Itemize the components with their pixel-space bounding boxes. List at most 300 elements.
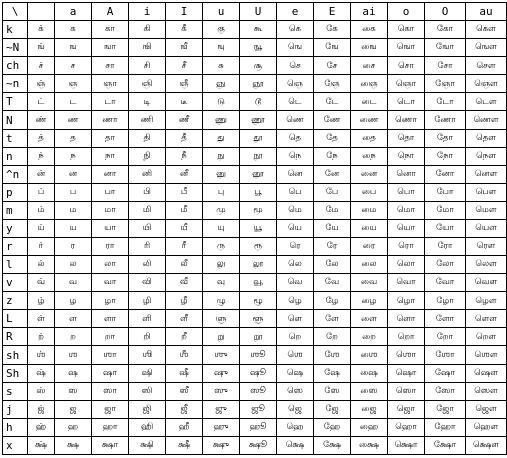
syllable-cell: வெ xyxy=(277,274,314,292)
syllable-cell: ஷு xyxy=(203,364,240,382)
syllable-cell: ஸூ xyxy=(240,382,277,400)
syllable-cell: ஶெ xyxy=(277,346,314,364)
syllable-cell: நி xyxy=(129,147,166,165)
syllable-cell: ஹெ xyxy=(277,418,314,436)
syllable-cell: று xyxy=(203,328,240,346)
header-row xyxy=(3,3,507,21)
syllable-cell: நூ xyxy=(240,147,277,165)
syllable-cell: ஹே xyxy=(314,418,351,436)
syllable-cell: ஞீ xyxy=(166,75,203,93)
corner-cell: \ xyxy=(3,3,28,21)
syllable-cell: ஷூ xyxy=(240,364,277,382)
syllable-cell: ஸா xyxy=(92,382,129,400)
table-row xyxy=(3,418,507,436)
column-header: u xyxy=(203,3,240,21)
syllable-cell: டெ xyxy=(277,93,314,111)
syllable-cell: ய xyxy=(55,219,92,237)
syllable-cell: பூ xyxy=(240,183,277,201)
syllable-cell: ஜீ xyxy=(166,400,203,418)
syllable-cell: ஷா xyxy=(92,364,129,382)
syllable-cell: யொ xyxy=(388,219,425,237)
syllable-cell: லே xyxy=(314,256,351,274)
table-row xyxy=(3,21,507,39)
syllable-cell: ஶ் xyxy=(28,346,55,364)
syllable-cell: ரௌ xyxy=(466,238,507,256)
syllable-cell: வி xyxy=(129,274,166,292)
table-row xyxy=(3,346,507,364)
syllable-cell: மொ xyxy=(388,201,425,219)
syllable-cell: டு xyxy=(203,93,240,111)
syllable-cell: ஜா xyxy=(92,400,129,418)
syllable-cell: றெ xyxy=(277,328,314,346)
syllable-cell: க்ஷ xyxy=(55,436,92,454)
syllable-cell: லூ xyxy=(240,256,277,274)
syllable-cell: ஹா xyxy=(92,418,129,436)
syllable-cell: கூ xyxy=(240,21,277,39)
syllable-cell: தௌ xyxy=(466,129,507,147)
table-row xyxy=(3,111,507,129)
table-row xyxy=(3,57,507,75)
syllable-cell: கெ xyxy=(277,21,314,39)
syllable-cell: ஷொ xyxy=(388,364,425,382)
syllable-cell: மோ xyxy=(425,201,466,219)
syllable-cell: கு xyxy=(203,21,240,39)
syllable-cell: பே xyxy=(314,183,351,201)
syllable-cell: பி xyxy=(129,183,166,201)
syllable-cell: நா xyxy=(92,147,129,165)
syllable-cell: ஹ xyxy=(55,418,92,436)
syllable-cell: வொ xyxy=(388,274,425,292)
syllable-cell: மு xyxy=(203,201,240,219)
column-header: ai xyxy=(351,3,388,21)
syllable-cell: னௌ xyxy=(466,165,507,183)
syllable-cell: ழீ xyxy=(166,292,203,310)
syllable-cell: ஶ xyxy=(55,346,92,364)
syllable-cell: ங் xyxy=(28,39,55,57)
row-header: R xyxy=(3,328,28,346)
syllable-cell: ளெ xyxy=(277,310,314,328)
syllable-cell: தை xyxy=(351,129,388,147)
syllable-cell: ஜை xyxy=(351,400,388,418)
syllable-cell: ழோ xyxy=(425,292,466,310)
syllable-cell: கே xyxy=(314,21,351,39)
table-row xyxy=(3,400,507,418)
column-header: I xyxy=(166,3,203,21)
syllable-cell: பொ xyxy=(388,183,425,201)
syllable-cell: சூ xyxy=(240,57,277,75)
syllable-cell: னை xyxy=(351,165,388,183)
syllable-cell: ரு xyxy=(203,238,240,256)
syllable-cell: ர xyxy=(55,238,92,256)
syllable-cell: ஶீ xyxy=(166,346,203,364)
syllable-cell: ஙௌ xyxy=(466,39,507,57)
syllable-cell: டி xyxy=(129,93,166,111)
row-header: y xyxy=(3,219,28,237)
syllable-cell: ட் xyxy=(28,93,55,111)
syllable-cell: ற் xyxy=(28,328,55,346)
syllable-cell: ஸொ xyxy=(388,382,425,400)
syllable-cell: ஞ xyxy=(55,75,92,93)
syllable-cell: ஙை xyxy=(351,39,388,57)
syllable-cell: க்ஷொ xyxy=(388,436,425,454)
syllable-cell: ஞூ xyxy=(240,75,277,93)
syllable-cell: ஷே xyxy=(314,364,351,382)
syllable-cell: ணீ xyxy=(166,111,203,129)
syllable-cell: னூ xyxy=(240,165,277,183)
syllable-cell: ழை xyxy=(351,292,388,310)
syllable-cell: மை xyxy=(351,201,388,219)
syllable-cell: தே xyxy=(314,129,351,147)
syllable-cell: ஹை xyxy=(351,418,388,436)
syllable-cell: சு xyxy=(203,57,240,75)
syllable-cell: சௌ xyxy=(466,57,507,75)
syllable-cell: ஙு xyxy=(203,39,240,57)
syllable-cell: ஶோ xyxy=(425,346,466,364)
syllable-cell: ள xyxy=(55,310,92,328)
syllable-cell: நே xyxy=(314,147,351,165)
syllable-cell: ஷோ xyxy=(425,364,466,382)
syllable-cell: னு xyxy=(203,165,240,183)
syllable-cell: ஙொ xyxy=(388,39,425,57)
syllable-cell: நௌ xyxy=(466,147,507,165)
syllable-cell: வீ xyxy=(166,274,203,292)
syllable-cell: ஞே xyxy=(314,75,351,93)
syllable-cell: றை xyxy=(351,328,388,346)
syllable-cell: ஷை xyxy=(351,364,388,382)
syllable-cell: சை xyxy=(351,57,388,75)
column-header: A xyxy=(92,3,129,21)
syllable-cell: லோ xyxy=(425,256,466,274)
syllable-cell: ழ xyxy=(55,292,92,310)
syllable-cell: ணௌ xyxy=(466,111,507,129)
syllable-cell: டா xyxy=(92,93,129,111)
syllable-cell: ழொ xyxy=(388,292,425,310)
syllable-cell: ஹோ xyxy=(425,418,466,436)
syllable-cell: யூ xyxy=(240,219,277,237)
syllable-cell: ழ் xyxy=(28,292,55,310)
syllable-cell: வா xyxy=(92,274,129,292)
syllable-cell: ளி xyxy=(129,310,166,328)
syllable-cell: மௌ xyxy=(466,201,507,219)
syllable-cell: ஶா xyxy=(92,346,129,364)
syllable-cell: ஶு xyxy=(203,346,240,364)
syllable-cell: சீ xyxy=(166,57,203,75)
syllable-cell: க்ஷூ xyxy=(240,436,277,454)
syllable-cell: வூ xyxy=(240,274,277,292)
table-row xyxy=(3,93,507,111)
syllable-cell: ஹௌ xyxy=(466,418,507,436)
row-header: T xyxy=(3,93,28,111)
syllable-cell: த xyxy=(55,129,92,147)
syllable-cell: ழா xyxy=(92,292,129,310)
syllable-cell: ரோ xyxy=(425,238,466,256)
syllable-cell: லு xyxy=(203,256,240,274)
syllable-cell: வை xyxy=(351,274,388,292)
syllable-cell: யே xyxy=(314,219,351,237)
syllable-cell: ரொ xyxy=(388,238,425,256)
syllable-cell: ஜூ xyxy=(240,400,277,418)
syllable-cell: தீ xyxy=(166,129,203,147)
syllable-cell: ஸி xyxy=(129,382,166,400)
syllable-cell: தா xyxy=(92,129,129,147)
syllable-cell: றீ xyxy=(166,328,203,346)
syllable-cell: மீ xyxy=(166,201,203,219)
row-header: ~n xyxy=(3,75,28,93)
syllable-cell: ஜோ xyxy=(425,400,466,418)
syllable-cell: லை xyxy=(351,256,388,274)
syllable-cell: ஜே xyxy=(314,400,351,418)
syllable-cell: தூ xyxy=(240,129,277,147)
syllable-cell: றே xyxy=(314,328,351,346)
syllable-cell: சா xyxy=(92,57,129,75)
syllable-cell: க xyxy=(55,21,92,39)
table-body xyxy=(3,3,507,455)
syllable-cell: ஞெ xyxy=(277,75,314,93)
syllable-cell: நெ xyxy=(277,147,314,165)
syllable-cell: ஜு xyxy=(203,400,240,418)
syllable-cell: ரி xyxy=(129,238,166,256)
table-row xyxy=(3,238,507,256)
syllable-cell: ளொ xyxy=(388,310,425,328)
syllable-cell: யை xyxy=(351,219,388,237)
column-header: e xyxy=(277,3,314,21)
syllable-cell: கா xyxy=(92,21,129,39)
syllable-cell: கி xyxy=(129,21,166,39)
syllable-cell: க்ஷீ xyxy=(166,436,203,454)
table-row xyxy=(3,39,507,57)
syllable-cell: ம் xyxy=(28,201,55,219)
syllable-cell: ஙெ xyxy=(277,39,314,57)
syllable-cell: ச xyxy=(55,57,92,75)
syllable-cell: போ xyxy=(425,183,466,201)
syllable-cell: செ xyxy=(277,57,314,75)
row-header: j xyxy=(3,400,28,418)
syllable-cell: வௌ xyxy=(466,274,507,292)
syllable-cell: ஸே xyxy=(314,382,351,400)
syllable-cell: ஸோ xyxy=(425,382,466,400)
syllable-cell: லி xyxy=(129,256,166,274)
table-row xyxy=(3,292,507,310)
syllable-cell: ரா xyxy=(92,238,129,256)
syllable-cell: ணே xyxy=(314,111,351,129)
syllable-cell: மெ xyxy=(277,201,314,219)
row-header: m xyxy=(3,201,28,219)
row-header: z xyxy=(3,292,28,310)
syllable-cell: ளௌ xyxy=(466,310,507,328)
syllable-cell: நை xyxy=(351,147,388,165)
table-row xyxy=(3,165,507,183)
syllable-cell: ஷெ xyxy=(277,364,314,382)
syllable-cell: னீ xyxy=(166,165,203,183)
syllable-cell: ஸௌ xyxy=(466,382,507,400)
syllable-cell: லெ xyxy=(277,256,314,274)
table-row xyxy=(3,183,507,201)
syllable-cell: ழே xyxy=(314,292,351,310)
syllable-cell: ஞு xyxy=(203,75,240,93)
column-header: o xyxy=(388,3,425,21)
syllable-cell: ஷௌ xyxy=(466,364,507,382)
row-header: h xyxy=(3,418,28,436)
syllable-cell: ஞௌ xyxy=(466,75,507,93)
syllable-cell: மூ xyxy=(240,201,277,219)
syllable-cell: க்ஷ் xyxy=(28,436,55,454)
syllable-cell: த் xyxy=(28,129,55,147)
syllable-cell: ப் xyxy=(28,183,55,201)
column-header: U xyxy=(240,3,277,21)
syllable-cell: ரை xyxy=(351,238,388,256)
syllable-cell: தோ xyxy=(425,129,466,147)
syllable-cell: ஜௌ xyxy=(466,400,507,418)
syllable-cell: ஸீ xyxy=(166,382,203,400)
syllable-cell: ழூ xyxy=(240,292,277,310)
syllable-cell: கை xyxy=(351,21,388,39)
syllable-cell: ஜி xyxy=(129,400,166,418)
syllable-cell: ஹு xyxy=(203,418,240,436)
syllable-cell: பை xyxy=(351,183,388,201)
table-row xyxy=(3,310,507,328)
syllable-cell: க்ஷே xyxy=(314,436,351,454)
syllable-cell: வ் xyxy=(28,274,55,292)
syllable-cell: ழு xyxy=(203,292,240,310)
syllable-cell: வு xyxy=(203,274,240,292)
syllable-cell: மா xyxy=(92,201,129,219)
syllable-cell: டே xyxy=(314,93,351,111)
syllable-cell: ஸு xyxy=(203,382,240,400)
syllable-cell: ட xyxy=(55,93,92,111)
syllable-cell: ணெ xyxy=(277,111,314,129)
syllable-cell: க்ஷை xyxy=(351,436,388,454)
syllable-cell: நோ xyxy=(425,147,466,165)
syllable-cell: ஸை xyxy=(351,382,388,400)
syllable-cell: ண் xyxy=(28,111,55,129)
syllable-cell: வ xyxy=(55,274,92,292)
table-row xyxy=(3,328,507,346)
row-header: ^n xyxy=(3,165,28,183)
tamil-syllable-table xyxy=(2,2,507,455)
syllable-cell: ஷி xyxy=(129,364,166,382)
syllable-cell: ங xyxy=(55,39,92,57)
row-header: ~N xyxy=(3,39,28,57)
syllable-cell: ஶௌ xyxy=(466,346,507,364)
syllable-cell: ன xyxy=(55,165,92,183)
table-row xyxy=(3,129,507,147)
syllable-cell: ம xyxy=(55,201,92,219)
column-header: au xyxy=(466,3,507,21)
syllable-cell: ய் xyxy=(28,219,55,237)
syllable-cell: ளூ xyxy=(240,310,277,328)
syllable-cell: றொ xyxy=(388,328,425,346)
syllable-cell: பு xyxy=(203,183,240,201)
syllable-cell: க்ஷி xyxy=(129,436,166,454)
syllable-cell: லா xyxy=(92,256,129,274)
syllable-cell: றூ xyxy=(240,328,277,346)
syllable-cell: ஷ் xyxy=(28,364,55,382)
syllable-cell: ணோ xyxy=(425,111,466,129)
syllable-cell: சே xyxy=(314,57,351,75)
syllable-cell: க்ஷு xyxy=(203,436,240,454)
syllable-cell: றா xyxy=(92,328,129,346)
syllable-cell: நு xyxy=(203,147,240,165)
row-header: v xyxy=(3,274,28,292)
column-header xyxy=(28,3,55,21)
row-header: L xyxy=(3,310,28,328)
syllable-cell: னே xyxy=(314,165,351,183)
row-header: N xyxy=(3,111,28,129)
syllable-cell: ஸ் xyxy=(28,382,55,400)
syllable-cell: ளா xyxy=(92,310,129,328)
syllable-cell: டூ xyxy=(240,93,277,111)
syllable-cell: ஞ் xyxy=(28,75,55,93)
syllable-cell: ழௌ xyxy=(466,292,507,310)
syllable-cell: டொ xyxy=(388,93,425,111)
row-header: x xyxy=(3,436,28,454)
syllable-cell: யெ xyxy=(277,219,314,237)
syllable-cell: ணி xyxy=(129,111,166,129)
table-row xyxy=(3,201,507,219)
row-header: r xyxy=(3,238,28,256)
syllable-cell: ஙீ xyxy=(166,39,203,57)
syllable-cell: ற xyxy=(55,328,92,346)
syllable-cell: சோ xyxy=(425,57,466,75)
syllable-cell: னோ xyxy=(425,165,466,183)
syllable-cell: க் xyxy=(28,21,55,39)
row-header: Sh xyxy=(3,364,28,382)
syllable-cell: வோ xyxy=(425,274,466,292)
syllable-cell: னெ xyxy=(277,165,314,183)
syllable-cell: வே xyxy=(314,274,351,292)
syllable-cell: ஞை xyxy=(351,75,388,93)
syllable-cell: நீ xyxy=(166,147,203,165)
syllable-cell: கோ xyxy=(425,21,466,39)
syllable-cell: க்ஷோ xyxy=(425,436,466,454)
syllable-cell: டை xyxy=(351,93,388,111)
syllable-cell: டோ xyxy=(425,93,466,111)
syllable-cell: யௌ xyxy=(466,219,507,237)
syllable-cell: லௌ xyxy=(466,256,507,274)
syllable-cell: க்ஷெ xyxy=(277,436,314,454)
syllable-cell: ளே xyxy=(314,310,351,328)
syllable-cell: ஸ xyxy=(55,382,92,400)
syllable-cell: யு xyxy=(203,219,240,237)
syllable-cell: ஶே xyxy=(314,346,351,364)
syllable-cell: ணொ xyxy=(388,111,425,129)
syllable-cell: ஜ் xyxy=(28,400,55,418)
syllable-cell: ப xyxy=(55,183,92,201)
syllable-cell: ஸெ xyxy=(277,382,314,400)
table-row xyxy=(3,364,507,382)
column-header: i xyxy=(129,3,166,21)
syllable-cell: ந xyxy=(55,147,92,165)
syllable-cell: மி xyxy=(129,201,166,219)
syllable-cell: லொ xyxy=(388,256,425,274)
row-header: sh xyxy=(3,346,28,364)
syllable-cell: யி xyxy=(129,219,166,237)
syllable-cell: ணா xyxy=(92,111,129,129)
syllable-cell: றி xyxy=(129,328,166,346)
syllable-cell: ளோ xyxy=(425,310,466,328)
syllable-cell: னொ xyxy=(388,165,425,183)
syllable-cell: ஙா xyxy=(92,39,129,57)
syllable-cell: ணூ xyxy=(240,111,277,129)
syllable-cell: றோ xyxy=(425,328,466,346)
syllable-cell: ஜெ xyxy=(277,400,314,418)
syllable-cell: யா xyxy=(92,219,129,237)
table-row xyxy=(3,436,507,454)
syllable-cell: ஶை xyxy=(351,346,388,364)
syllable-cell: ஶூ xyxy=(240,346,277,364)
syllable-cell: யோ xyxy=(425,219,466,237)
syllable-cell: ஷீ xyxy=(166,364,203,382)
